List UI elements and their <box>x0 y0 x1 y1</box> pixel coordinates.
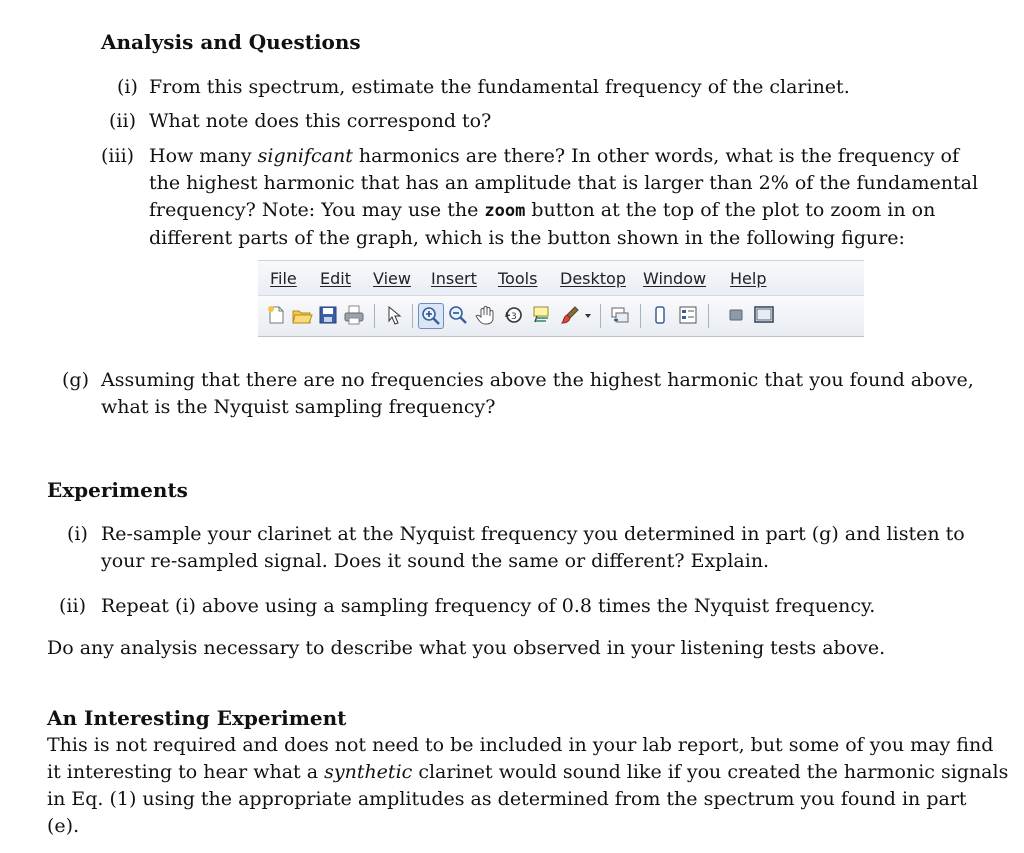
section-heading-interesting: An Interesting Experiment <box>47 706 347 730</box>
item-text: From this spectrum, estimate the fundamental frequency of the clarinet. <box>149 76 850 98</box>
menu-view[interactable]: View <box>373 269 411 288</box>
item-label: (i) <box>67 523 88 545</box>
interesting-line2: it interesting to hear what a synthetic clarinet would sound like if you created the harmonic signals <box>47 761 1009 783</box>
experiment-i-line2: your re-sampled signal. Does it sound the same or different? Explain. <box>101 550 770 572</box>
toolbar-separator <box>640 304 641 328</box>
experiments-closing: Do any analysis necessary to describe what you observed in your listening tests above. <box>47 637 886 659</box>
interesting-line4: (e). <box>47 815 80 837</box>
matlab-toolbar-figure <box>258 260 864 338</box>
show-tools-icon[interactable] <box>752 303 776 327</box>
tool-row <box>258 296 864 337</box>
hide-tools-icon[interactable] <box>724 303 748 327</box>
interesting-line3: in Eq. (1) using the appropriate amplitudes as determined from the spectrum you found in part <box>47 788 967 810</box>
question-iii-line4: different parts of the graph, which is the button shown in the following figure: <box>149 227 905 249</box>
colorbar-icon[interactable] <box>648 303 672 327</box>
save-icon[interactable] <box>316 303 340 327</box>
link-plot-icon[interactable] <box>608 303 632 327</box>
menu-bar <box>258 260 864 296</box>
experiment-ii-text: Repeat (i) above using a sampling frequency of 0.8 times the Nyquist frequency. <box>101 595 876 617</box>
menu-window[interactable]: Window <box>643 269 707 288</box>
experiment-i-line1: Re-sample your clarinet at the Nyquist frequency you determined in part (g) and listen to <box>101 523 965 545</box>
menu-insert[interactable]: Insert <box>431 269 477 288</box>
new-figure-icon[interactable] <box>264 303 288 327</box>
brush-icon[interactable] <box>558 303 582 327</box>
zoom-code: zoom <box>484 201 526 221</box>
rotate-3d-icon[interactable] <box>502 303 526 327</box>
svg-text:3: 3 <box>511 312 517 322</box>
open-file-icon[interactable] <box>290 303 314 327</box>
toolbar-separator <box>708 304 709 328</box>
question-iii-line3: frequency? Note: You may use the zoom button at the top of the plot to zoom in on <box>149 199 936 221</box>
dropdown-arrow-icon[interactable] <box>582 303 594 327</box>
menu-tools[interactable]: Tools <box>498 269 538 288</box>
menu-edit[interactable]: Edit <box>320 269 351 288</box>
section-heading-experiments: Experiments <box>47 478 188 502</box>
pan-icon[interactable] <box>474 303 498 327</box>
interesting-paragraph <box>47 732 1009 840</box>
pointer-icon[interactable] <box>382 303 406 327</box>
part-g-line2: what is the Nyquist sampling frequency? <box>101 396 496 418</box>
item-label: (ii) <box>59 595 86 617</box>
print-icon[interactable] <box>342 303 366 327</box>
data-cursor-icon[interactable] <box>530 303 554 327</box>
zoom-out-icon[interactable] <box>446 303 470 327</box>
legend-icon[interactable] <box>676 303 700 327</box>
zoom-in-icon[interactable] <box>418 303 444 329</box>
toolbar-separator <box>600 304 601 328</box>
item-text: What note does this correspond to? <box>149 110 492 132</box>
toolbar-separator <box>412 304 413 328</box>
item-label: (i) <box>117 76 138 98</box>
question-iii-line2: the highest harmonic that has an amplitude that is larger than 2% of the fundamental <box>149 172 979 194</box>
toolbar-separator <box>374 304 375 328</box>
item-label: (iii) <box>101 145 135 167</box>
section-heading-analysis: Analysis and Questions <box>101 30 361 54</box>
menu-file[interactable]: File <box>270 269 297 288</box>
menu-desktop[interactable]: Desktop <box>560 269 626 288</box>
item-label: (g) <box>62 369 89 391</box>
interesting-line1: This is not required and does not need to be included in your lab report, but some of you may find <box>47 734 994 756</box>
part-g-line1: Assuming that there are no frequencies above the highest harmonic that you found above, <box>101 369 974 391</box>
menu-help[interactable]: Help <box>730 269 767 288</box>
item-label: (ii) <box>109 110 136 132</box>
question-iii-line1: How many signifcant harmonics are there? In other words, what is the frequency of <box>149 145 959 167</box>
